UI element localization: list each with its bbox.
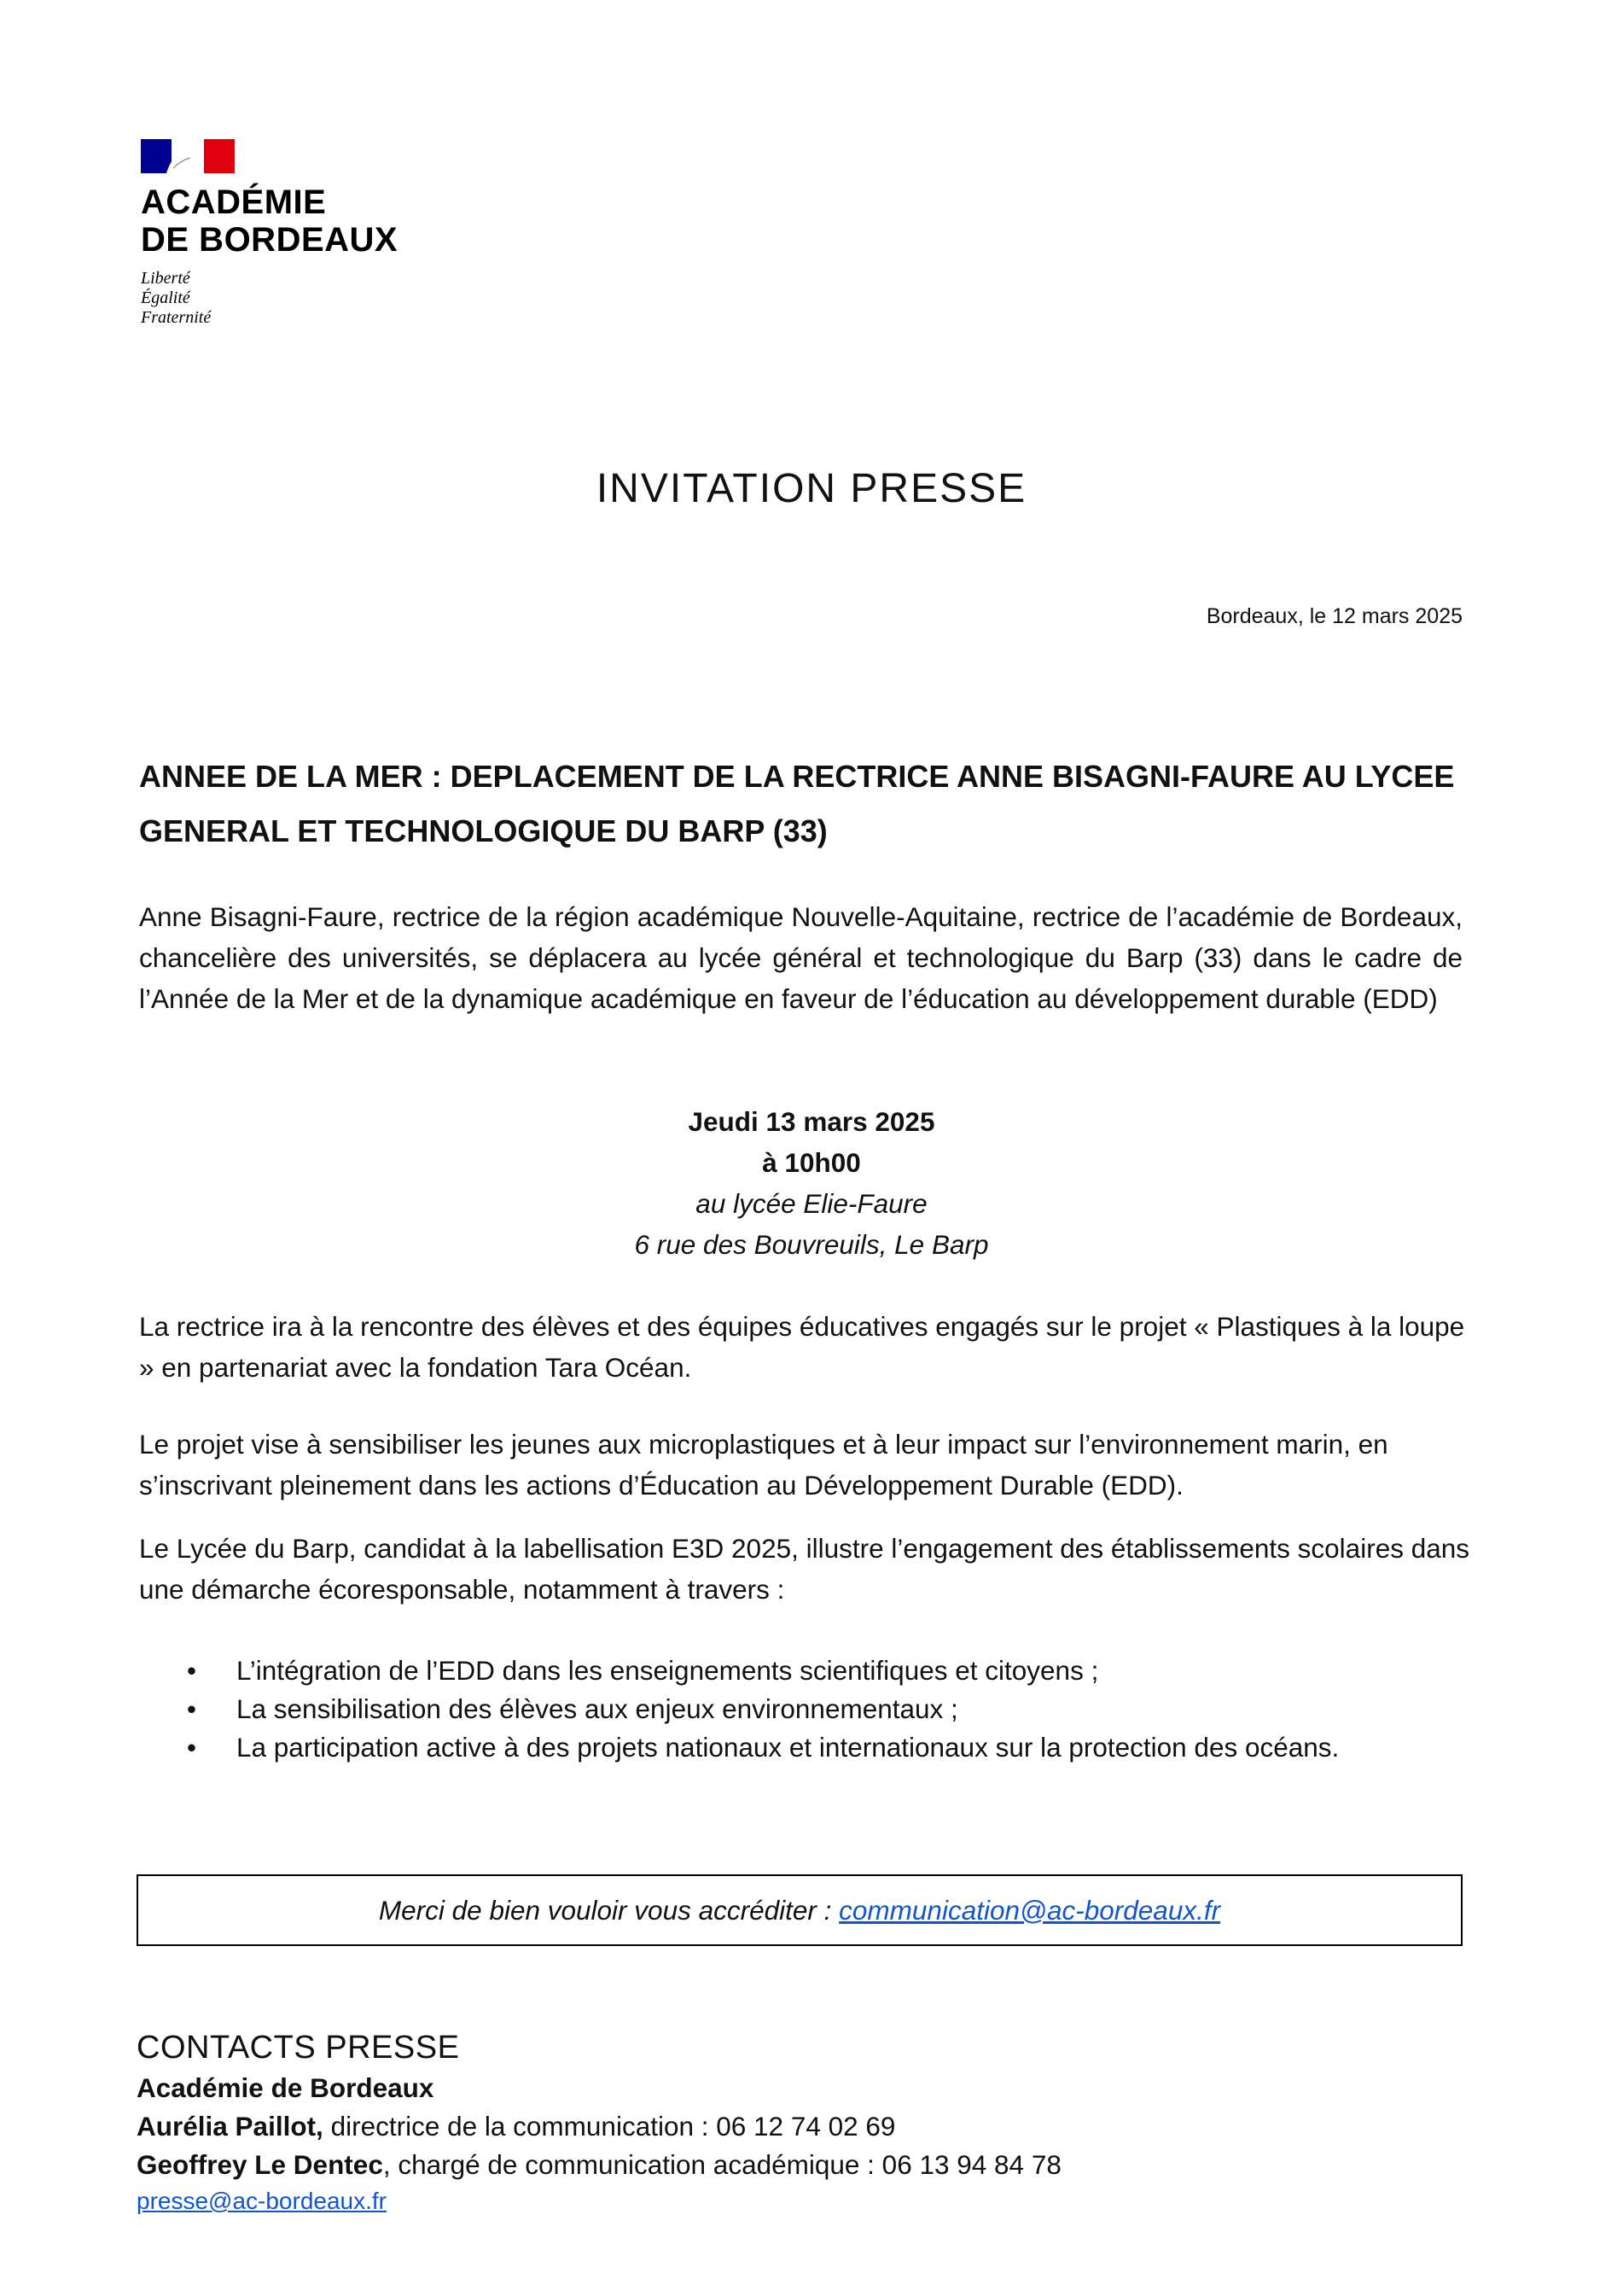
event-time: à 10h00 bbox=[762, 1147, 861, 1178]
contact-role: directrice de la communication : 06 12 74 02 69 bbox=[323, 2111, 896, 2142]
motto-fraternite: Fraternité bbox=[141, 308, 212, 327]
contact-name: Aurélia Paillot, bbox=[137, 2111, 323, 2142]
academie-name-line2: DE BORDEAUX bbox=[141, 221, 398, 259]
intro-paragraph: Anne Bisagni-Faure, rectrice de la région académique Nouvelle-Aquitaine, rectrice de l’académie de Bordeaux, chancelière des universités, se déplacera au lycée général et technologique du Barp (33) dans le cadre de l’Année de la Mer et de la dynamique académique en faveur de l’éducation au développement durable (EDD) bbox=[139, 901, 1463, 1014]
bullet-icon: • bbox=[187, 1732, 197, 1763]
republic-motto bbox=[141, 269, 448, 328]
paragraph-lycee: Le Lycée du Barp, candidat à la labellisation E3D 2025, illustre l’engagement des établissements scolaires dans une démarche écoresponsable, notamment à travers : bbox=[139, 1533, 1470, 1605]
headline: ANNEE DE LA MER : DEPLACEMENT DE LA RECTRICE ANNE BISAGNI-FAURE AU LYCEE GENERAL ET TECHNOLOGIQUE DU BARP (33) bbox=[139, 759, 1455, 848]
motto-liberte: Liberté bbox=[141, 269, 190, 288]
contacts-org: Académie de Bordeaux bbox=[137, 2072, 434, 2103]
bullet-icon: • bbox=[187, 1655, 197, 1686]
press-email-link[interactable]: presse@ac-bordeaux.fr bbox=[137, 2188, 387, 2214]
accreditation-email-link[interactable]: communication@ac-bordeaux.fr bbox=[839, 1895, 1221, 1926]
event-details bbox=[0, 1101, 1623, 1265]
contacts-email-row bbox=[137, 2184, 1416, 2218]
motto-egalite: Égalité bbox=[141, 288, 190, 307]
event-place: au lycée Elie-Faure bbox=[695, 1188, 928, 1219]
list-item-text: La sensibilisation des élèves aux enjeux environnementaux ; bbox=[236, 1693, 958, 1724]
event-address: 6 rue des Bouvreuils, Le Barp bbox=[634, 1229, 989, 1260]
date-line: Bordeaux, le 12 mars 2025 bbox=[1206, 604, 1463, 628]
marianne-flag-icon bbox=[141, 139, 235, 173]
contact-person bbox=[137, 2146, 1416, 2184]
list-item bbox=[139, 1652, 1463, 1690]
bullet-icon: • bbox=[187, 1693, 197, 1724]
accreditation-box bbox=[137, 1874, 1463, 1946]
contact-name: Geoffrey Le Dentec bbox=[137, 2149, 383, 2180]
list-item bbox=[139, 1728, 1463, 1767]
contacts-heading: CONTACTS PRESSE bbox=[137, 2030, 460, 2066]
event-day: Jeudi 13 mars 2025 bbox=[688, 1106, 935, 1137]
academie-name bbox=[141, 184, 448, 259]
academie-logo bbox=[141, 139, 448, 328]
engagement-list bbox=[139, 1652, 1463, 1767]
contact-person bbox=[137, 2107, 1416, 2146]
paragraph-rencontre: La rectrice ira à la rencontre des élèves et des équipes éducatives engagés sur le projet « Plastiques à la loupe » en partenariat avec la fondation Tara Océan. bbox=[139, 1311, 1465, 1383]
paragraph-projet: Le projet vise à sensibiliser les jeunes aux microplastiques et à leur impact sur l’environnement marin, en s’inscrivant pleinement dans les actions d’Éducation au Développement Durable (EDD). bbox=[139, 1429, 1388, 1501]
list-item bbox=[139, 1690, 1463, 1728]
accreditation-text: Merci de bien vouloir vous accréditer : bbox=[378, 1895, 840, 1926]
list-item-text: La participation active à des projets nationaux et internationaux sur la protection des océans. bbox=[236, 1732, 1340, 1763]
press-contacts bbox=[137, 2026, 1416, 2218]
contact-role: , chargé de communication académique : 06 13 94 84 78 bbox=[382, 2149, 1062, 2180]
document-title: INVITATION PRESSE bbox=[596, 466, 1027, 511]
academie-name-line1: ACADÉMIE bbox=[141, 184, 327, 221]
list-item-text: L’intégration de l’EDD dans les enseignements scientifiques et citoyens ; bbox=[236, 1655, 1099, 1686]
